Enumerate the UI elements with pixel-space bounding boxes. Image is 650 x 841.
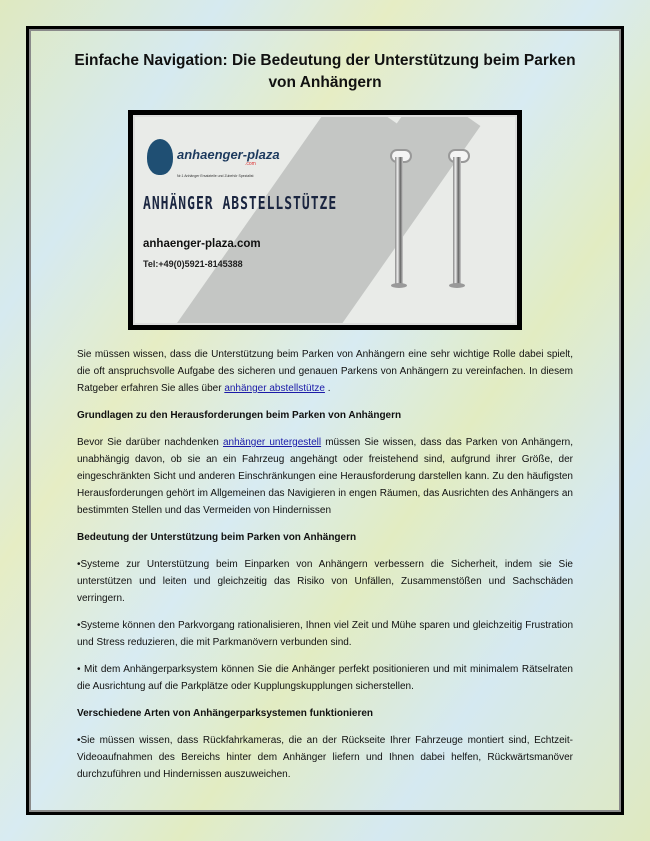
page-title: Einfache Navigation: Die Bedeutung der Unterstützung beim Parken von Anhängern — [74, 52, 576, 91]
stand-base-icon — [449, 283, 465, 288]
paragraph-text: Bevor Sie darüber nachdenken — [77, 437, 223, 448]
stand-base-icon — [391, 283, 407, 288]
phone-text: Tel:+49(0)5921-8145388 — [143, 259, 243, 269]
intro-paragraph — [77, 346, 573, 397]
website-text: anhaenger-plaza.com — [143, 238, 261, 250]
section-heading: Verschiedene Arten von Anhängerparksystemen funktionieren — [77, 708, 374, 719]
logo-hand-icon — [147, 139, 173, 175]
abstellstuetze-link[interactable]: anhänger abstellstütze — [224, 383, 325, 394]
paragraph — [77, 434, 573, 519]
section-heading: Bedeutung der Unterstützung beim Parken von Anhängern — [77, 532, 357, 543]
bullet-paragraph: • Mit dem Anhängerparksystem können Sie die Anhänger perfekt positionieren und mit minimalem Rätselraten die Ausrichtung auf die Parkplätze oder Kupplungskupplungen sicherstellen. — [77, 664, 573, 692]
untergestell-link[interactable]: anhänger untergestell — [223, 437, 322, 448]
bullet-paragraph: •Sie müssen wissen, dass Rückfahrkameras, die an der Rückseite Ihrer Fahrzeuge montiert sind, Echtzeit-Videoaufnahmen des Bereichs hinter dem Anhänger liefern und Ihnen dabei helfen, Rückwärtsmanöver durchzuführen und Hindernissen auszuweichen. — [77, 735, 573, 780]
intro-text: Sie müssen wissen, dass die Unterstützung beim Parken von Anhängern eine sehr wichtige Rolle dabei spielt, die oft anspruchsvolle Aufgabe des sicheren und genauen Parkens von Anhängern zu vereinfachen. In diesem Ratgeber erfahren Sie alles über — [77, 349, 573, 394]
product-name: ANHÄNGER ABSTELLSTÜTZE — [143, 194, 338, 215]
stand-pole-icon — [395, 157, 403, 287]
bullet-paragraph: •Systeme zur Unterstützung beim Einparken von Anhängern verbessern die Sicherheit, indem sie Sie unterstützen und leiten und gleichzeitig das Risiko von Unfällen, Zusammenstößen und Sachschäden verringern. — [77, 559, 573, 604]
logo-text: anhaenger-plaza — [177, 147, 280, 162]
product-banner-image — [128, 110, 522, 330]
article-body — [77, 346, 573, 793]
intro-end: . — [324, 383, 331, 394]
section-heading: Grundlagen zu den Herausforderungen beim Parken von Anhängern — [77, 410, 402, 421]
stand-pole-icon — [453, 157, 461, 287]
bullet-paragraph: •Systeme können den Parkvorgang rationalisieren, Ihnen viel Zeit und Mühe sparen und gleichzeitig Frustration und Stress reduzieren, die mit Parkmanövern verbunden sind. — [77, 620, 573, 648]
paragraph-text: müssen Sie wissen, dass das Parken von Anhängern, unabhängig davon, ob sie an ein Fahrzeug angehängt oder freistehend sind, aufgrund ihrer Größe, der eingeschränkten Sicht und anderen Einschränkungen eine Herausforderung darstellen kann. Zu den häufigsten Herausforderungen gehört im Allgemeinen das Navigieren in engen Räumen, das Ausrichten des Anhängers an bestimmten Stellen und das Vermeiden von Hindernissen — [77, 437, 574, 516]
logo-suffix: .com — [245, 161, 256, 167]
logo-tagline: Nr.1 Anhänger Ersatzteile und Zubehör Spezialist — [177, 174, 254, 178]
